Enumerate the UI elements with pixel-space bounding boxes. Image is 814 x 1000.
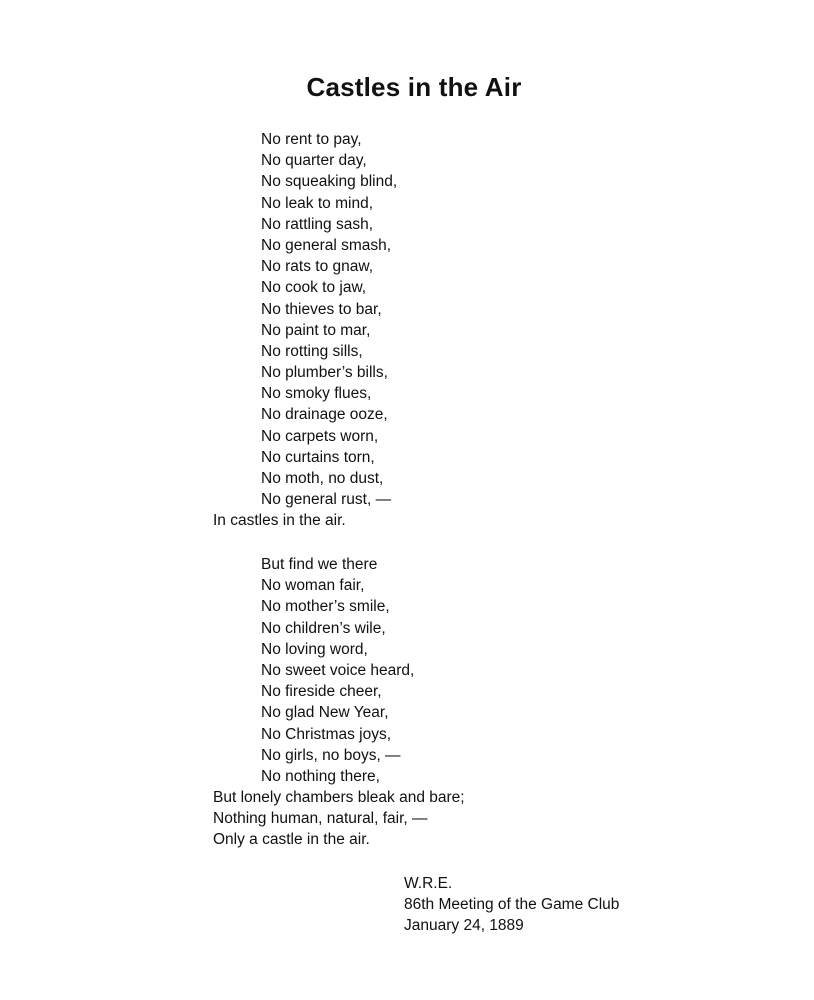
poem-line: No cook to jaw, xyxy=(261,279,367,297)
poem-refrain-line: But lonely chambers bleak and bare; xyxy=(213,789,465,807)
poem-line: No plumber’s bills, xyxy=(261,364,388,382)
poem-line: No rats to gnaw, xyxy=(261,258,374,276)
poem-line: No rent to pay, xyxy=(261,131,362,148)
signature-author: W.R.E. xyxy=(404,875,453,892)
poem-line: No paint to mar, xyxy=(261,321,371,339)
poem-line: No woman fair, xyxy=(261,577,365,595)
poem-line: No sweet voice heard, xyxy=(261,661,415,679)
poem-line: No curtains torn, xyxy=(261,448,375,466)
poem-line: No glad New Year, xyxy=(261,704,389,722)
stanza-2 xyxy=(0,554,814,851)
poem-line: No rotting sills, xyxy=(261,342,363,360)
poem-line: No Christmas joys, xyxy=(261,725,392,743)
poem-line: But find we there xyxy=(261,556,378,573)
signature-block xyxy=(404,873,619,937)
poem-line: No children’s wile, xyxy=(261,619,386,637)
poem-line: No general rust, — xyxy=(261,491,392,509)
poem-line: No thieves to bar, xyxy=(261,300,382,318)
poem-title: Castles in the Air xyxy=(306,72,522,102)
poem-refrain-line: Only a castle in the air. xyxy=(213,831,370,849)
poem-line: No girls, no boys, — xyxy=(261,746,401,764)
poem-line: No mother’s smile, xyxy=(261,598,390,616)
poem-line: No loving word, xyxy=(261,640,368,658)
signature-occasion: 86th Meeting of the Game Club xyxy=(404,896,620,914)
poem-line: No carpets worn, xyxy=(261,427,379,445)
stanza-1 xyxy=(0,129,814,532)
poem-line: No squeaking blind, xyxy=(261,173,398,191)
poem-line: No leak to mind, xyxy=(261,194,373,212)
poem-line: No fireside cheer, xyxy=(261,683,382,701)
poem-line: No nothing there, xyxy=(261,767,380,785)
poem-refrain-line: Nothing human, natural, fair, — xyxy=(213,810,428,828)
poem-line: No quarter day, xyxy=(261,152,367,170)
poem-line: No smoky flues, xyxy=(261,385,372,403)
poem-line: No moth, no dust, xyxy=(261,470,384,487)
poem-line: No drainage ooze, xyxy=(261,406,388,424)
poem-line: No general smash, xyxy=(261,236,392,254)
poem-refrain-line: In castles in the air. xyxy=(213,512,346,530)
poem-line: No rattling sash, xyxy=(261,215,373,233)
signature-date: January 24, 1889 xyxy=(404,917,524,935)
